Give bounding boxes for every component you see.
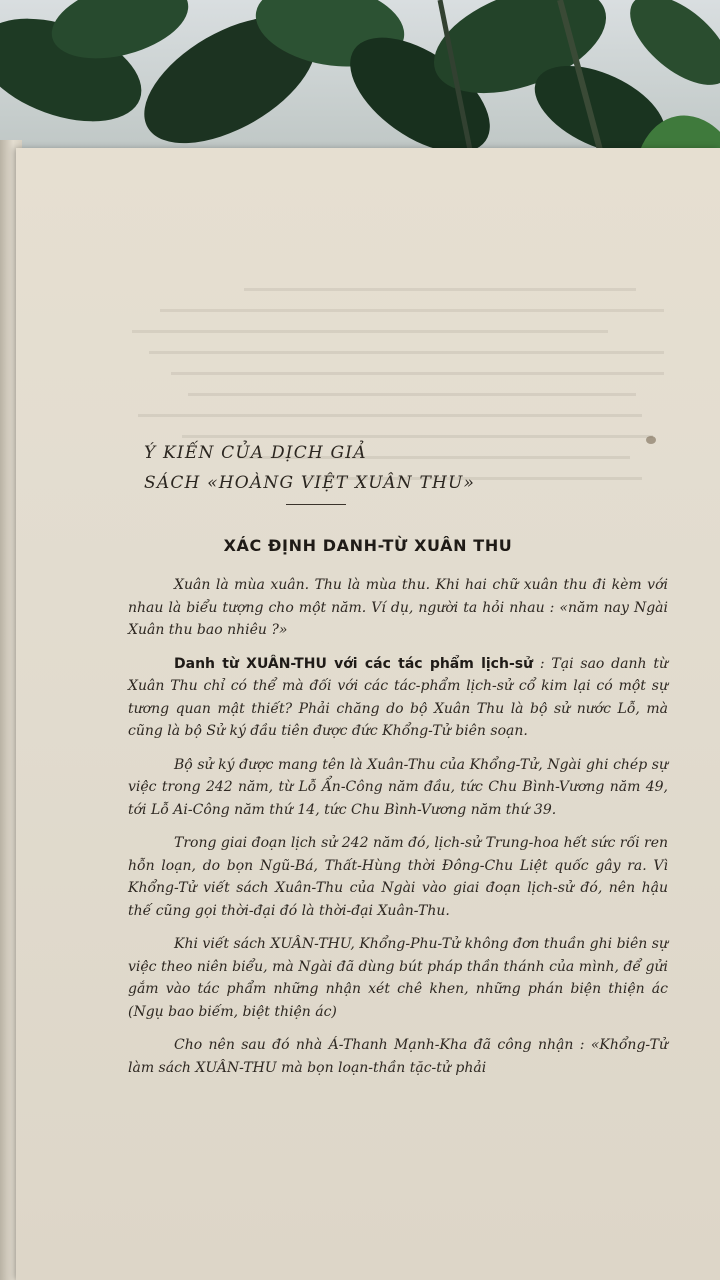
paragraph-text: Khi viết sách XUÂN-THU, Khổng-Phu-Tử không đơn thuần ghi biên sự việc theo niên biểu, mà Ngài đã dùng bút pháp thần thánh của mình, để gửi gắm vào tác phẩm những nhận xét chê khen, những phán biện thiện ác (Ngụ bao biếm, biệt thiện ác) [128, 936, 668, 1020]
show-through-text [104, 288, 664, 548]
book-page [16, 148, 720, 1280]
paragraph-lead: Danh từ XUÂN-THU với các tác phẩm lịch-sử [174, 655, 534, 672]
paragraph [128, 933, 668, 1023]
paragraph [128, 832, 668, 922]
body-text [128, 574, 668, 1090]
paragraph-text: Trong giai đoạn lịch sử 242 năm đó, lịch-sử Trung-hoa hết sức rối ren hỗn loạn, do bọn Ngũ-Bá, Thất-Hùng thời Đông-Chu Liệt quốc gây ra. Vì Khổng-Tử viết sách Xuân-Thu của Ngài vào giai đoạn lịch-sử đó, nên hậu thế cũng gọi thời-đại đó là thời-đại Xuân-Thu. [128, 835, 668, 919]
paragraph-text: Xuân là mùa xuân. Thu là mùa thu. Khi hai chữ xuân thu đi kèm với nhau là biểu tượng cho một năm. Ví dụ, người ta hỏi nhau : «năm nay Ngài Xuân thu bao nhiêu ?» [128, 577, 668, 638]
paragraph [128, 653, 668, 743]
paper-stain [646, 436, 656, 444]
paragraph-text: : Tại sao danh từ Xuân Thu chỉ có thể mà đối với các tác-phẩm lịch-sử cổ kim lại có một sự tương quan mật thiết? Phải chăng do bộ Xuân Thu là bộ sử nước Lỗ, mà cũng là bộ Sử ký đầu tiên được đức Khổng-Tử biên soạn. [128, 655, 668, 739]
paragraph-text: Cho nên sau đó nhà Á-Thanh Mạnh-Kha đã công nhận : «Khổng-Tử làm sách XUÂN-THU mà bọn loạn-thần tặc-tử phải [128, 1037, 668, 1076]
paragraph [128, 574, 668, 642]
paragraph [128, 754, 668, 822]
heading-line-1: Ý KIẾN CỦA DỊCH GIẢ [144, 443, 367, 463]
section-title: XÁC ĐỊNH DANH-TỪ XUÂN THU [223, 536, 513, 555]
chapter-heading [144, 438, 475, 498]
paragraph [128, 1034, 668, 1079]
heading-line-2: SÁCH «HOÀNG VIỆT XUÂN THU» [144, 473, 476, 493]
paragraph-text: Bộ sử ký được mang tên là Xuân-Thu của Khổng-Tử, Ngài ghi chép sự việc trong 242 năm, từ Lỗ Ẩn-Công năm đầu, tức Chu Bình-Vương năm 49, tới Lỗ Ai-Công năm thứ 14, tức Chu Bình-Vương năm thứ 39. [128, 756, 668, 818]
heading-divider [286, 504, 346, 505]
